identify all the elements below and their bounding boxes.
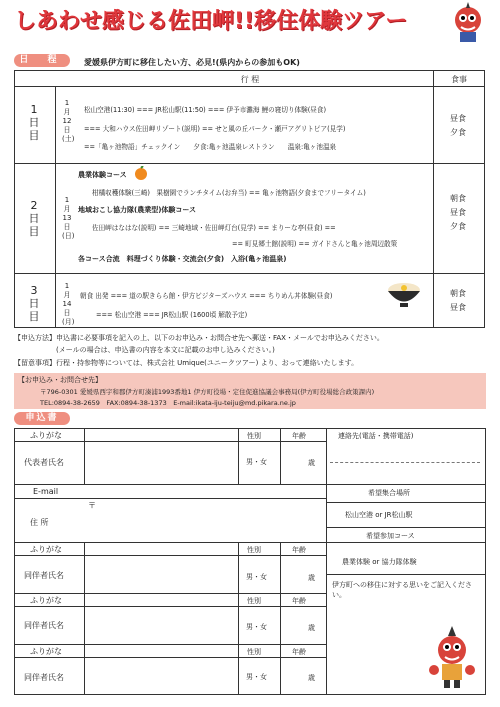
address-label: 住 所	[30, 518, 49, 527]
day-2-line-5: == 町見郷土館(説明) == ガイドさんと亀ヶ池周辺散策	[232, 240, 398, 248]
day-2-line-6: 各コース合流 料理づくり体験・交流会(夕食) 入浴(亀ヶ池温泉)	[78, 255, 287, 263]
day-2-line-1: 農業体験コース	[78, 171, 127, 179]
companion-gender-1[interactable]: 男・女	[246, 573, 267, 581]
companion-input-3[interactable]	[86, 659, 236, 693]
email-label: E-mail	[33, 487, 59, 496]
rice-bowl-icon	[386, 280, 422, 308]
day-3-date: 1 月 14 日 (月)	[62, 282, 75, 326]
contact-input[interactable]	[328, 443, 484, 483]
note-email: (メールの場合は、申込書の内容を本文に記載のお申し込みください。)	[14, 346, 275, 354]
gender-header: 性別	[247, 432, 261, 440]
gender-header-3: 性別	[247, 597, 261, 605]
day-1-line-3: ==「亀ヶ池物語」チェックイン 夕食:亀ヶ池温泉レストラン 温泉:亀ヶ池温泉	[84, 143, 337, 151]
course-label: 希望参加コース	[366, 532, 415, 540]
day-3-line-1: 朝食 出発 === 道の駅きらら館・伊方ビジターズハウス === ちりめん丼体験(昼食)	[80, 292, 333, 300]
furigana-label: ふりがな	[30, 431, 62, 440]
rep-name-input[interactable]	[86, 443, 236, 483]
mascot-footer-illustration	[428, 626, 478, 690]
note-remarks: 【留意事項】行程・持参物等については、株式会社 Umique(ユニークツアー) より、おって連絡いたします。	[14, 359, 359, 367]
day-3-meals: 朝食 昼食	[450, 289, 466, 312]
companion-input-2[interactable]	[86, 608, 236, 642]
day-1-date: 1 月 12 日 (土)	[62, 99, 75, 143]
mascot-illustration	[447, 2, 489, 44]
gender-header-2: 性別	[247, 546, 261, 554]
contact-address: 〒796-0301 愛媛県西宇和郡伊方町湊浦1993番地1 伊方町役場・定住促進協議会事務局(伊方町役場総合政策課内)	[40, 388, 375, 396]
schedule-label: 日 程	[14, 54, 70, 67]
companion-label-2: 同伴者氏名	[24, 621, 64, 630]
age-header-3: 年齢	[292, 597, 306, 605]
meeting-place-option[interactable]: 松山空港 or JR松山駅	[345, 511, 413, 519]
rep-age-unit: 歳	[308, 459, 315, 467]
furigana-label-2: ふりがな	[30, 545, 62, 554]
contact-col-header: 連絡先(電話・携帯電話)	[338, 432, 414, 440]
note-application: 【申込方法】申込書に必要事項を記入の上、以下のお申込み・お問合せ先へ郵送・FAX・メールでお申込みください。	[14, 334, 384, 342]
rep-name-label: 代表者氏名	[24, 458, 64, 467]
age-header: 年齢	[292, 432, 306, 440]
course-option[interactable]: 農業体験 or 協力隊体験	[342, 558, 417, 566]
day-1-line-1: 松山空港(11:30) === JR松山駅(11:50) === 伊予市灘海 鯉の寝切り体験(昼食)	[84, 106, 327, 114]
companion-age-unit-3: 歳	[308, 674, 315, 682]
postal-mark: 〒	[88, 501, 96, 510]
day-2-date: 1 月 13 日 (日)	[62, 196, 75, 240]
companion-label-1: 同伴者氏名	[24, 571, 64, 580]
companion-gender-2[interactable]: 男・女	[246, 623, 267, 631]
email-input[interactable]	[86, 486, 324, 497]
age-header-2: 年齢	[292, 546, 306, 554]
day-1-label: 1 日 目	[28, 103, 40, 142]
companion-label-3: 同伴者氏名	[24, 673, 64, 682]
contact-tel: TEL:0894-38-2659 FAX:0894-38-1373 E-mail:ikata-iju-teiju@md.pikara.ne.jp	[40, 399, 296, 407]
age-header-4: 年齢	[292, 648, 306, 656]
address-input[interactable]	[86, 500, 324, 540]
companion-age-unit-1: 歳	[308, 574, 315, 582]
day-2-meals: 朝食 昼食 夕食	[450, 194, 466, 231]
companion-gender-3[interactable]: 男・女	[246, 673, 267, 681]
meals-header: 食事	[451, 75, 467, 84]
page-title: しあわせ感じる佐田岬!!移住体験ツアー	[14, 9, 408, 34]
day-1-meals: 昼食 夕食	[450, 114, 466, 137]
feelings-input[interactable]	[328, 600, 428, 690]
furigana-label-4: ふりがな	[30, 647, 62, 656]
feelings-label: 伊方町への移住に対する思いをご記入ください。	[332, 581, 472, 599]
companion-age-unit-2: 歳	[308, 624, 315, 632]
day-2-line-2: 柑橘収穫体験(三崎) 果樹園でランチタイム(お弁当) == 亀ヶ池物語(夕食までフリータイム)	[92, 189, 366, 197]
contact-heading: 【お申込み・お問合せ先】	[18, 376, 102, 384]
day-2-label: 2 日 目	[28, 199, 40, 238]
orange-icon	[134, 166, 148, 180]
subtitle: 愛媛県伊方町に移住したい方、必見!(県内からの参加もOK)	[84, 58, 300, 67]
furigana-label-3: ふりがな	[30, 596, 62, 605]
companion-input-1[interactable]	[86, 557, 236, 591]
application-label: 申込書	[14, 412, 70, 425]
meeting-place-label: 希望集合場所	[368, 489, 410, 497]
day-3-line-2: === 松山空港 === JR松山駅 (1600頃 解散予定)	[96, 311, 248, 319]
itinerary-header: 行 程	[240, 75, 260, 84]
day-3-label: 3 日 目	[28, 284, 40, 323]
day-2-line-3: 地域おこし協力隊(農業型)体験コース	[78, 206, 197, 214]
day-2-line-4: 佐田岬はなはな(説明) == 三崎地域・佐田岬灯台(見学) == まりーな亭(昼食) ==	[92, 224, 336, 232]
gender-header-4: 性別	[247, 648, 261, 656]
rep-gender-choice[interactable]: 男・女	[246, 458, 267, 466]
day-1-line-2: === 大和ハウス佐田岬リゾート(説明) == せと風の丘パーク・瀬戸アグリトピア(見学)	[84, 125, 346, 133]
